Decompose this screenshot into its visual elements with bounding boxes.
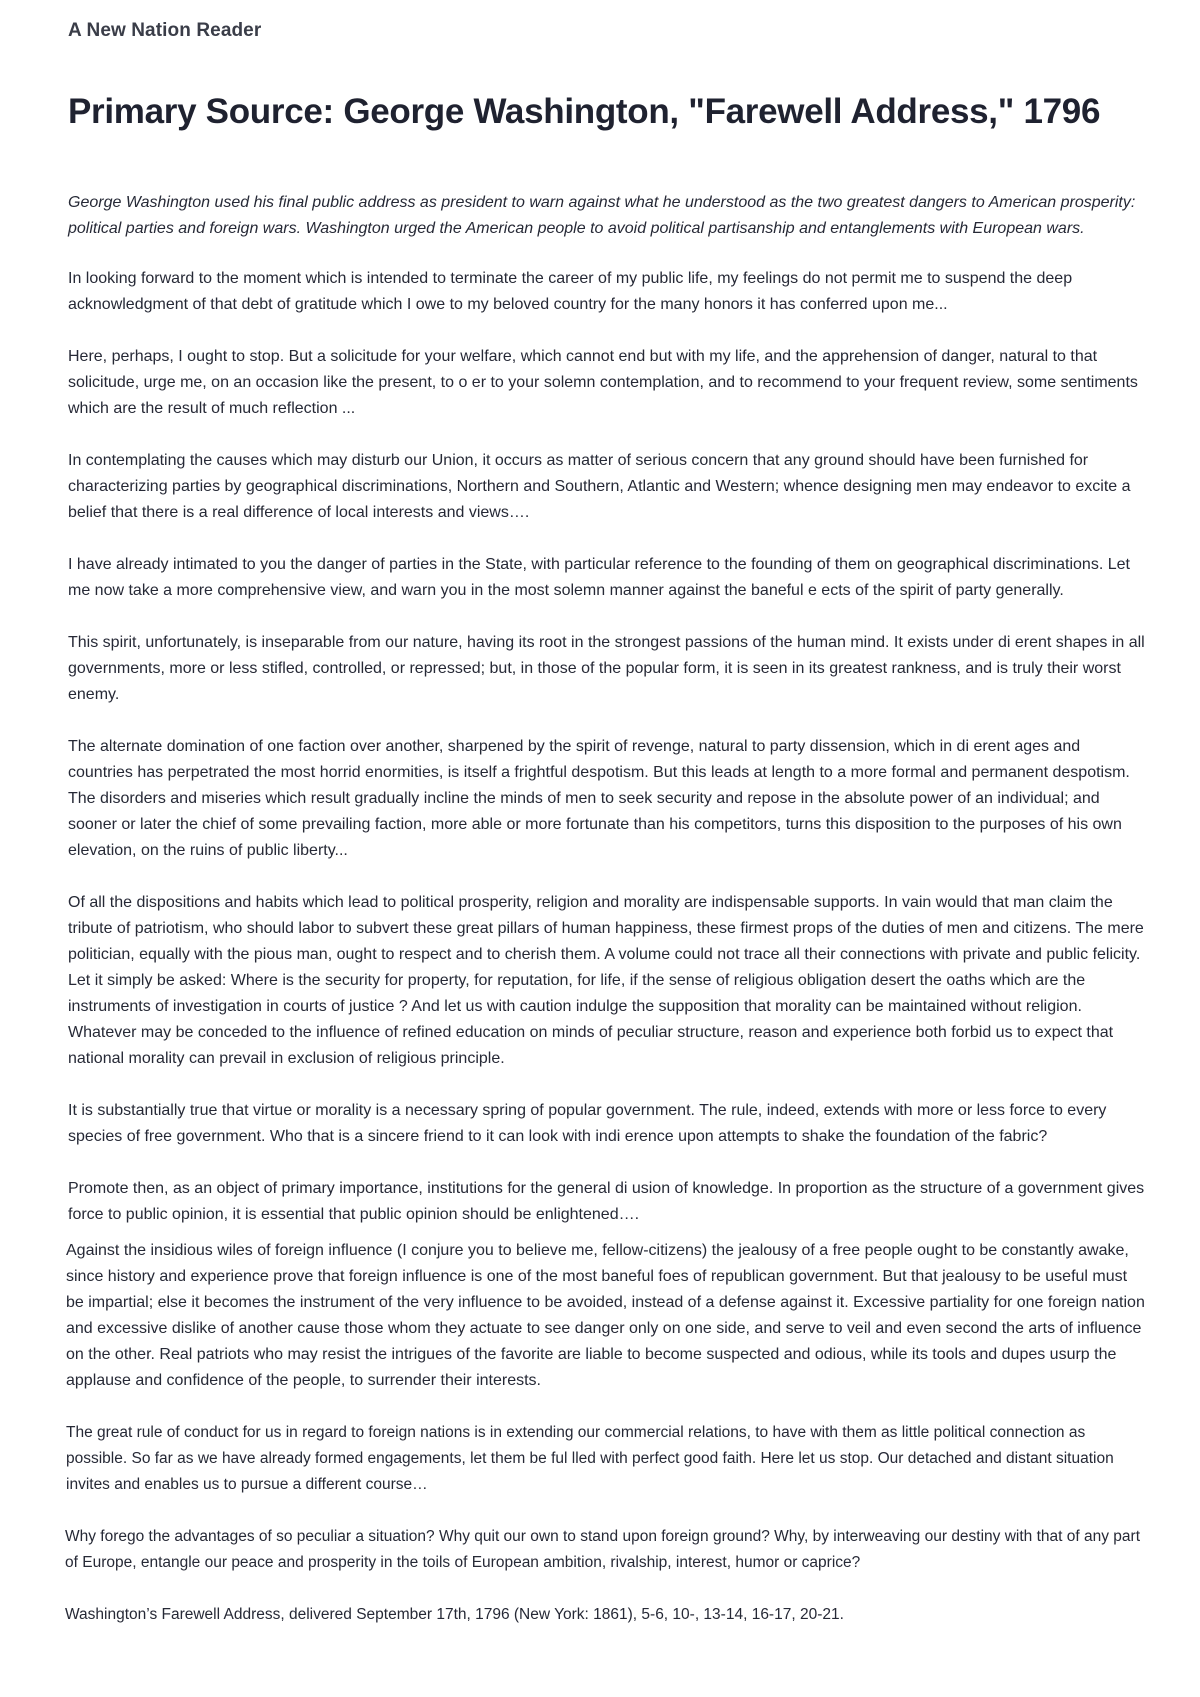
source-citation: Washington’s Farewell Address, delivered September 17th, 1796 (New York: 1861), 5-6, 10-, 13-14, 16-17, 20-21. xyxy=(65,1606,844,1623)
intro-paragraph: George Washington used his final public address as president to warn against what he understood as the two greatest dangers to American prosperity: political parties and foreign wars. Washington urged the American people to avoid political partisanship and entanglements with European wars. xyxy=(68,194,1136,237)
paragraph-9: Promote then, as an object of primary importance, institutions for the general di usion of knowledge. In proportion as the structure of a government gives force to public opinion, it is essential that public opinion should be enlightened…. xyxy=(68,1180,1145,1223)
paragraph-11: The great rule of conduct for us in regard to foreign nations is in extending our commercial relations, to have with them as little political connection as possible. So far as we have already formed engagements, let them be ful lled with perfect good faith. Here let us stop. Our detached and distant situation invites and enables us to pursue a different course… xyxy=(66,1424,1114,1493)
page-title: Primary Source: George Washington, "Farewell Address," 1796 xyxy=(68,92,1101,131)
paragraph-5: This spirit, unfortunately, is inseparable from our nature, having its root in the strongest passions of the human mind. It exists under di erent shapes in all governments, more or less stifled, controlled, or repressed; but, in those of the popular form, it is seen in its greatest rankness, and is truly their worst enemy. xyxy=(68,634,1145,703)
document-body xyxy=(65,190,1148,1628)
paragraph-3: In contemplating the causes which may disturb our Union, it occurs as matter of serious concern that any ground should have been furnished for characterizing parties by geographical discriminations, Northern and Southern, Atlantic and Western; whence designing men may endeavor to excite a belief that there is a real difference of local interests and views…. xyxy=(68,452,1131,521)
paragraph-1: In looking forward to the moment which is intended to terminate the career of my public life, my feelings do not permit me to suspend the deep acknowledgment of that debt of gratitude which I owe to my beloved country for the many honors it has conferred upon me... xyxy=(68,270,1073,313)
paragraph-12: Why forego the advantages of so peculiar a situation? Why quit our own to stand upon foreign ground? Why, by interweaving our destiny with that of any part of Europe, entangle our peace and prosperity in the toils of European ambition, rivalship, interest, humor or caprice? xyxy=(65,1528,1141,1571)
reader-header: A New Nation Reader xyxy=(68,20,262,41)
paragraph-2: Here, perhaps, I ought to stop. But a solicitude for your welfare, which cannot end but with my life, and the apprehension of danger, natural to that solicitude, urge me, on an occasion like the present, to o er to your solemn contemplation, and to recommend to your frequent review, some sentiments which are the result of much reflection ... xyxy=(68,348,1138,417)
paragraph-8: It is substantially true that virtue or morality is a necessary spring of popular government. The rule, indeed, extends with more or less force to every species of free government. Who that is a sincere friend to it can look with indi erence upon attempts to shake the foundation of the fabric? xyxy=(68,1102,1107,1145)
paragraph-10: Against the insidious wiles of foreign influence (I conjure you to believe me, fellow-citizens) the jealousy of a free people ought to be constantly awake, since history and experience prove that foreign influence is one of the most baneful foes of republican government. But that jealousy to be useful must be impartial; else it becomes the instrument of the very influence to be avoided, instead of a defense against it. Excessive partiality for one foreign nation and excessive dislike of another cause those whom they actuate to see danger only on one side, and serve to veil and even second the arts of influence on the other. Real patriots who may resist the intrigues of the favorite are liable to become suspected and odious, while its tools and dupes usurp the applause and confidence of the people, to surrender their interests. xyxy=(66,1242,1145,1389)
paragraph-7: Of all the dispositions and habits which lead to political prosperity, religion and morality are indispensable supports. In vain would that man claim the tribute of patriotism, who should labor to subvert these great pillars of human happiness, these firmest props of the duties of men and citizens. The mere politician, equally with the pious man, ought to respect and to cherish them. A volume could not trace all their connections with private and public felicity. Let it simply be asked: Where is the security for property, for reputation, for life, if the sense of religious obligation desert the oaths which are the instruments of investigation in courts of justice ? And let us with caution indulge the supposition that morality can be maintained without religion. Whatever may be conceded to the influence of refined education on minds of peculiar structure, reason and experience both forbid us to expect that national morality can prevail in exclusion of religious principle. xyxy=(68,894,1144,1067)
paragraph-4: I have already intimated to you the danger of parties in the State, with particular reference to the founding of them on geographical discriminations. Let me now take a more comprehensive view, and warn you in the most solemn manner against the baneful e ects of the spirit of party generally. xyxy=(68,556,1130,599)
paragraph-6: The alternate domination of one faction over another, sharpened by the spirit of revenge, natural to party dissension, which in di erent ages and countries has perpetrated the most horrid enormities, is itself a frightful despotism. But this leads at length to a more formal and permanent despotism. The disorders and miseries which result gradually incline the minds of men to seek security and repose in the absolute power of an individual; and sooner or later the chief of some prevailing faction, more able or more fortunate than his competitors, turns this disposition to the purposes of his own elevation, on the ruins of public liberty... xyxy=(68,738,1130,859)
